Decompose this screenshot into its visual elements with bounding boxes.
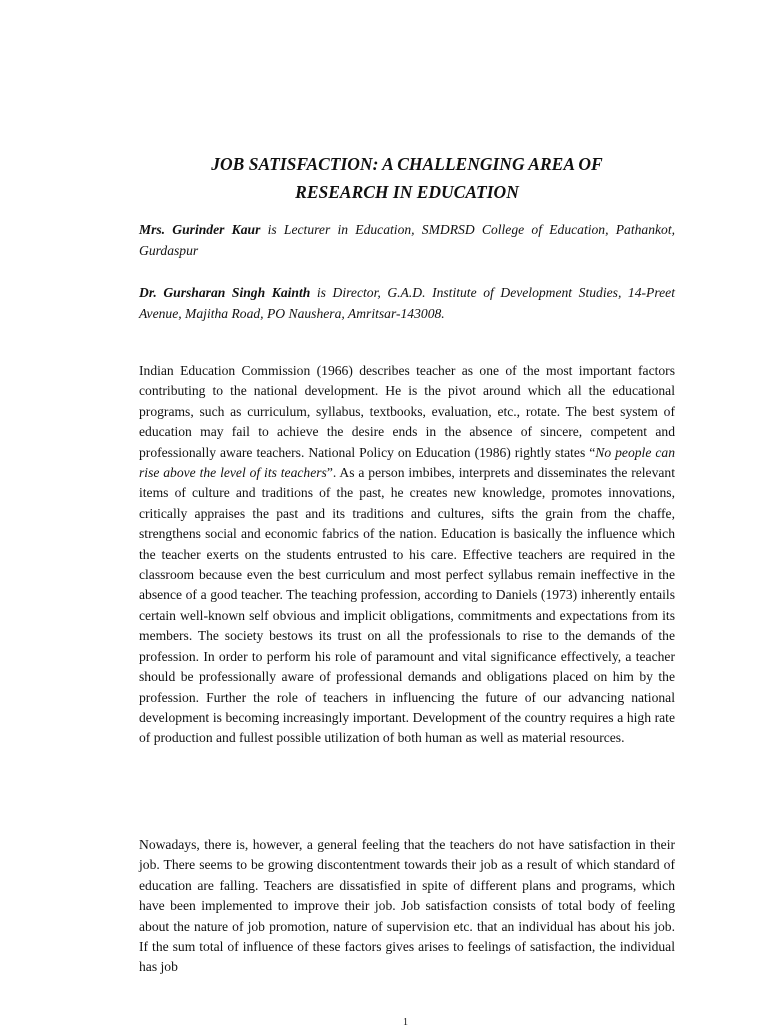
title-line-2: RESEARCH IN EDUCATION	[295, 181, 519, 202]
author-1-name: Mrs. Gurinder Kaur	[139, 222, 261, 237]
page-number-fragment: 1	[403, 1017, 408, 1028]
paragraph-1-text-b: ”. As a person imbibes, interprets and disseminates the relevant items of culture and traditions of the past, he creates new knowledge, promotes innovations, critically appraises the past and its traditions and cultures, sifts the grain from the chaffe, strengthens social and economic fabrics of the nation. Education is basically the influence which the teacher exerts on the students entrusted to his care. Effective teachers are required in the classroom because even the best curriculum and most perfect syllabus remain ineffective in the absence of a good teacher. The teaching profession, according to Daniels (1973) inherently entails certain well-known self obvious and implicit obligations, commitments and expectations from its members. The society bestows its trust on all the professionals to rise to the demands of the profession. In order to perform his role of paramount and vital significance effectively, a teacher should be professionally aware of professional demands and obligations placed on him by the profession. Further the role of teachers in influencing the future of our advancing national development is becoming increasingly important. Development of the country requires a high rate of production and fullest possible utilization of both human as well as material resources.	[139, 465, 675, 746]
paragraph-1-quote: No people can rise above the level of its teachers	[139, 444, 675, 481]
paragraph-2: Nowadays, there is, however, a general feeling that the teachers do not have satisfaction in their job. There seems to be growing discontentment towards their job as a result of which standard of education are falling. Teachers are dissatisfied in spite of different plans and programs, which have been implemented to improve their job. Job satisfaction consists of total body of feeling about the nature of job promotion, nature of supervision etc. that an individual has about his job. If the sum total of influence of these factors gives arises to feelings of satisfaction, the individual has job	[139, 837, 675, 975]
author-1	[139, 219, 675, 261]
author-2-name: Dr. Gursharan Singh Kainth	[139, 285, 311, 300]
paragraph-1	[139, 361, 675, 749]
author-2-affiliation: is Director, G.A.D. Institute of Development Studies, 14-Preet Avenue, Majitha Road, PO Naushera, Amritsar-143008.	[139, 285, 675, 321]
title-line-1: JOB SATISFACTION: A CHALLENGING AREA OF	[211, 153, 603, 174]
author-2	[139, 282, 675, 324]
document-title	[139, 150, 675, 206]
author-1-affiliation: is Lecturer in Education, SMDRSD College of Education, Pathankot, Gurdaspur	[139, 222, 676, 258]
paragraph-1-text-a: Indian Education Commission (1966) describes teacher as one of the most important factors contributing to the national development. He is the pivot around which all the educational programs, such as curriculum, syllabus, textbooks, evaluation, etc., rotate. The best system of education may fail to achieve the desire ends in the absence of sincere, competent and professionally aware teachers. National Policy on Education (1986) rightly states “	[139, 363, 675, 460]
